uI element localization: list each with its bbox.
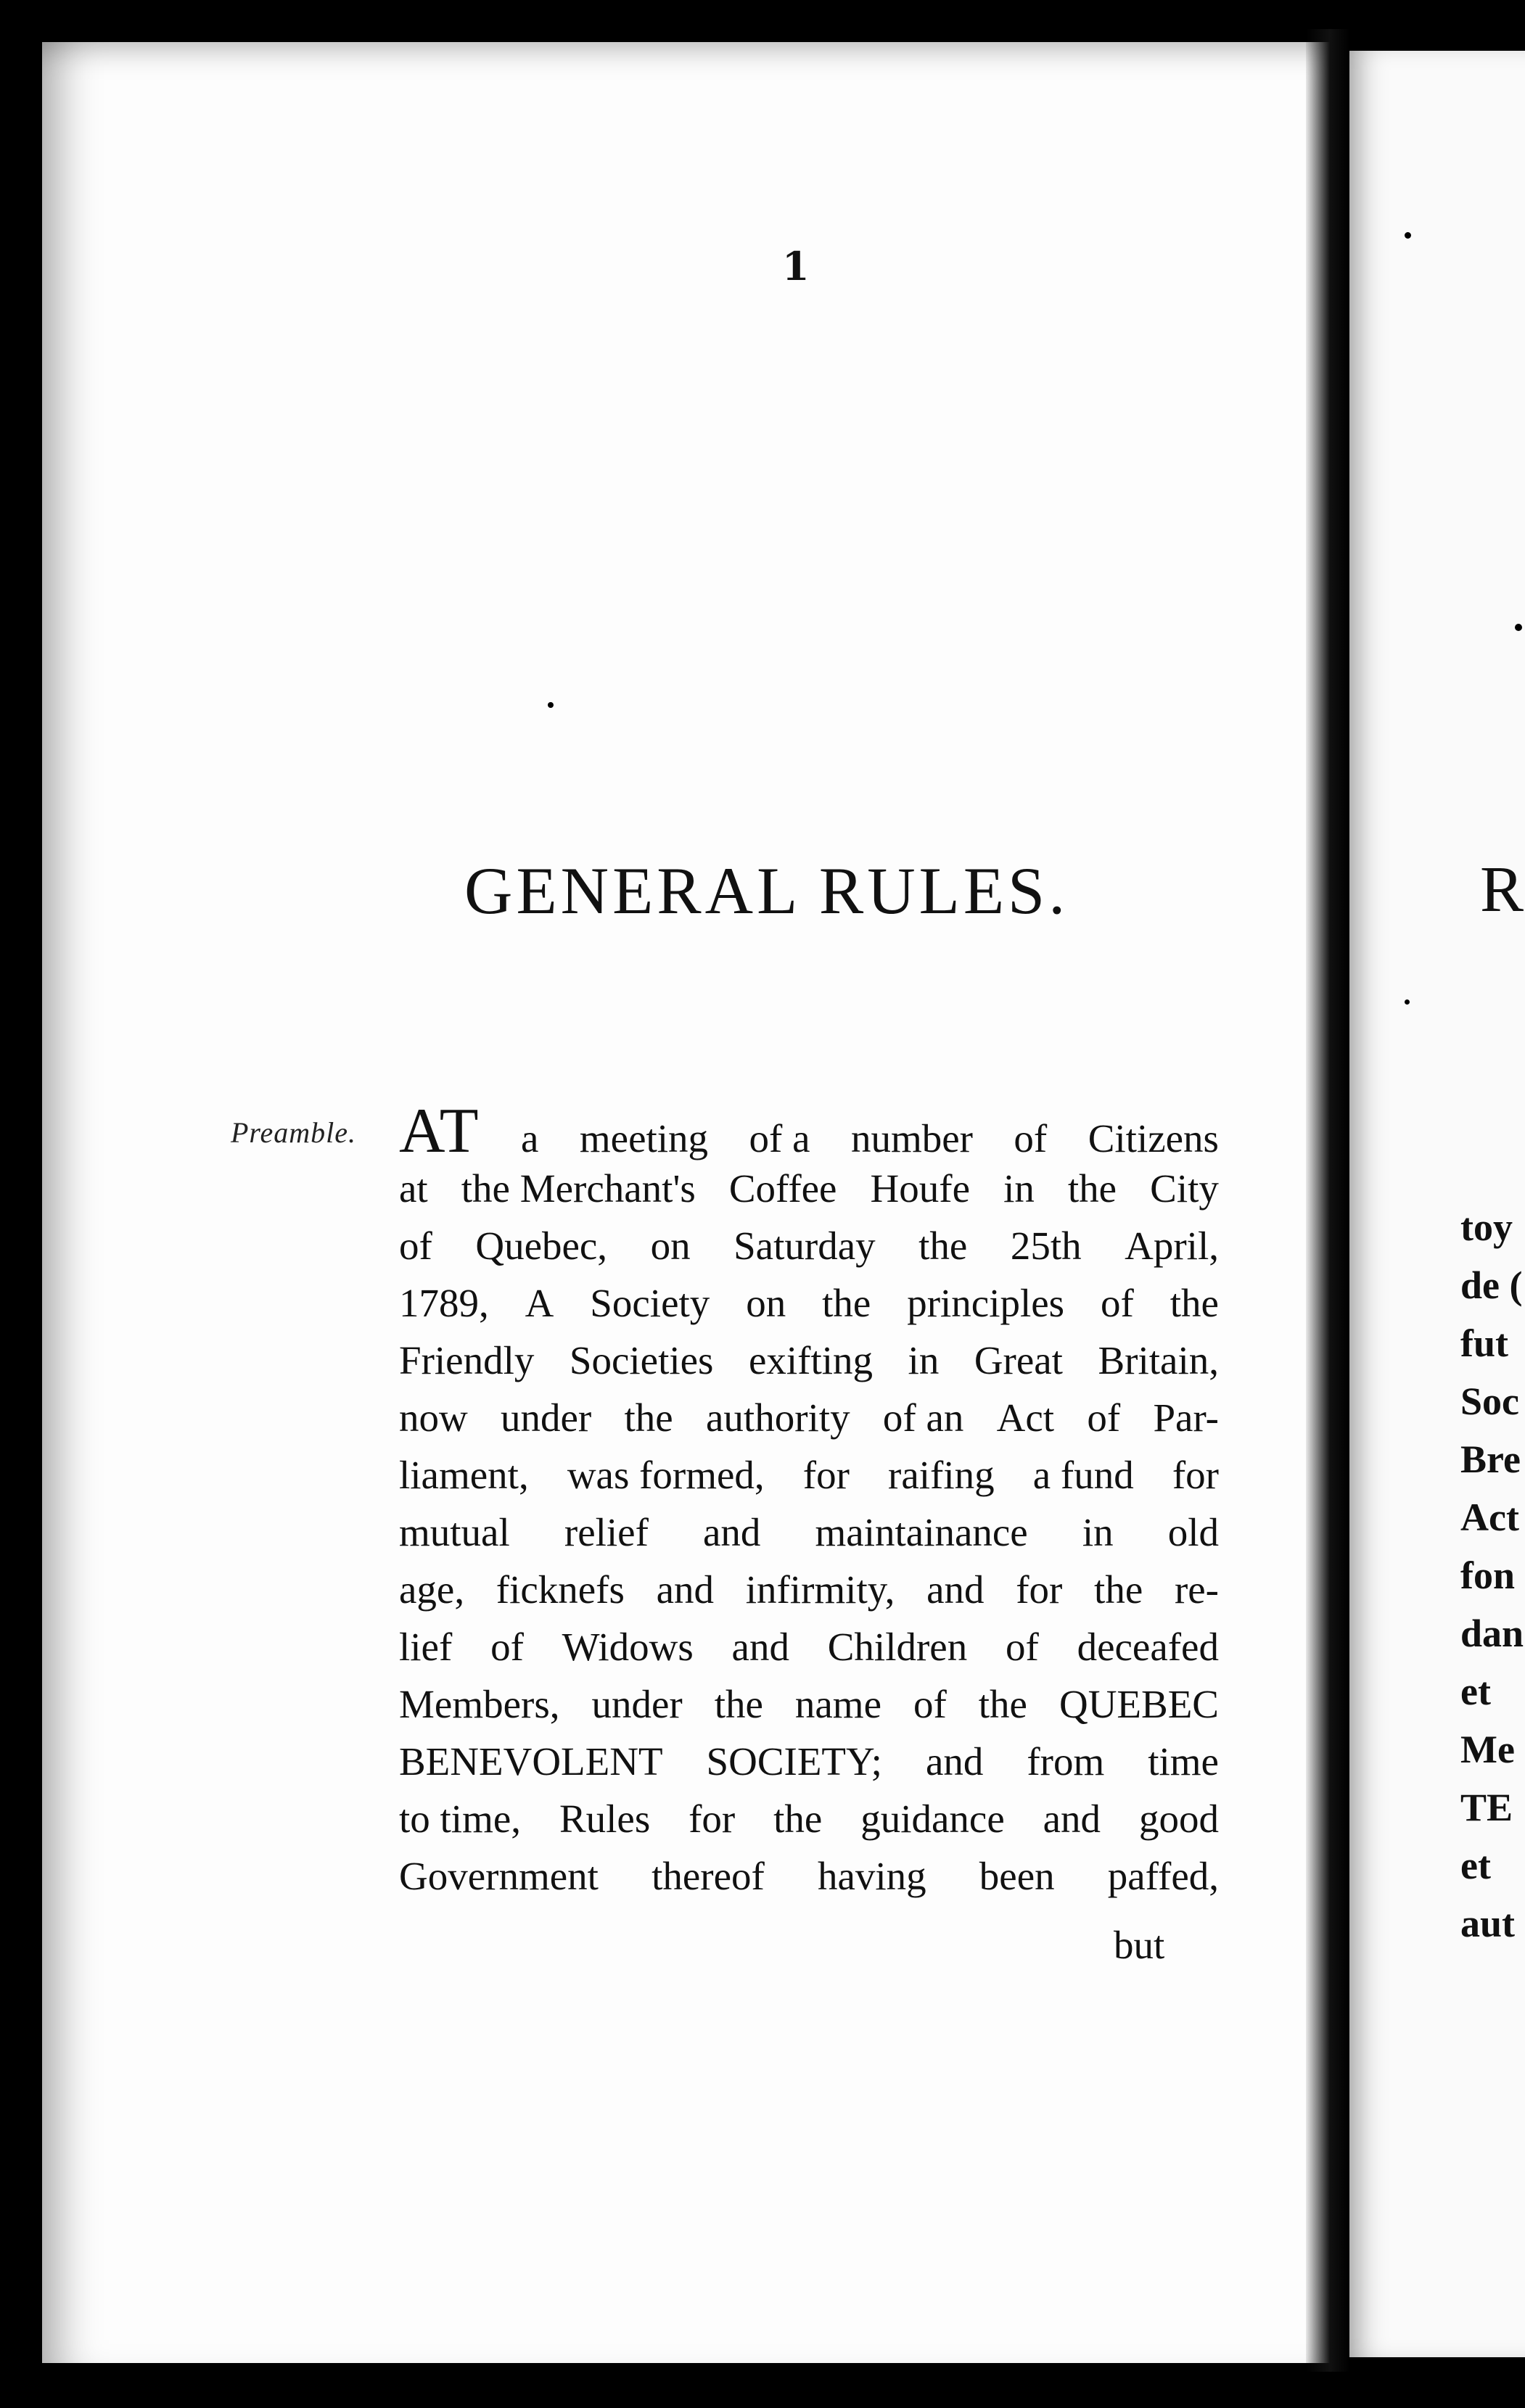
- word: QUEBEC: [1059, 1682, 1219, 1726]
- right-page: [1349, 51, 1525, 2357]
- word: infirmity,: [745, 1567, 895, 1612]
- word: from: [1027, 1739, 1105, 1784]
- word: Quebec,: [475, 1224, 608, 1268]
- scan-speck: [1515, 624, 1522, 631]
- word: Children: [827, 1625, 968, 1669]
- word: the: [822, 1281, 871, 1325]
- scan-speck: [548, 702, 554, 708]
- word: been: [979, 1854, 1055, 1898]
- text-line: [399, 1790, 1219, 1847]
- page-title: GENERAL RULES.: [464, 854, 1069, 928]
- text-line: [399, 1618, 1219, 1675]
- text-line: [399, 1504, 1219, 1561]
- right-page-line-fragment: et: [1460, 1844, 1491, 1887]
- word: a fund: [1032, 1453, 1134, 1497]
- word: good: [1138, 1797, 1219, 1841]
- word: and: [656, 1567, 715, 1612]
- right-page-line-fragment: Bre: [1460, 1438, 1521, 1481]
- word: old: [1167, 1510, 1219, 1554]
- word: and: [731, 1625, 789, 1669]
- right-page-line-fragment: Me: [1460, 1728, 1515, 1771]
- word: in: [1082, 1510, 1114, 1554]
- word: the: [624, 1395, 673, 1440]
- right-page-line-fragment: TE: [1460, 1786, 1513, 1829]
- text-line: [399, 1217, 1219, 1274]
- word: Members,: [399, 1682, 560, 1726]
- word: and: [925, 1739, 984, 1784]
- word: the: [1170, 1281, 1219, 1325]
- right-page-line-fragment: aut: [1460, 1902, 1516, 1945]
- text-line: [399, 1675, 1219, 1733]
- word: Widows: [562, 1625, 694, 1669]
- word: the Merchant's: [461, 1166, 696, 1211]
- word: of a: [749, 1116, 810, 1160]
- word: and: [1043, 1797, 1101, 1841]
- word: the: [1094, 1567, 1143, 1612]
- word: of: [1087, 1395, 1121, 1440]
- word: time: [1148, 1739, 1219, 1784]
- text-line: [399, 1160, 1219, 1217]
- word: relief: [564, 1510, 649, 1554]
- text-line: [399, 1389, 1219, 1446]
- preamble-paragraph: [399, 1096, 1219, 1905]
- word: age,: [399, 1567, 465, 1612]
- word: for: [1172, 1453, 1219, 1497]
- word: of: [1101, 1281, 1134, 1325]
- word: guidance: [860, 1797, 1005, 1841]
- word: on: [650, 1224, 691, 1268]
- word: of: [913, 1682, 947, 1726]
- word: Government: [399, 1854, 599, 1898]
- word: under: [591, 1682, 683, 1726]
- word: Rules: [559, 1797, 651, 1841]
- word: the: [773, 1797, 823, 1841]
- right-page-line-fragments: [1460, 1198, 1524, 1953]
- word: at: [399, 1166, 428, 1211]
- word: Societies: [569, 1338, 714, 1382]
- word: of: [1005, 1625, 1039, 1669]
- word: raifing: [888, 1453, 995, 1497]
- text-line: [399, 1274, 1219, 1332]
- word: of an: [882, 1395, 964, 1440]
- word: Citizens: [1088, 1116, 1219, 1160]
- word: re-: [1174, 1567, 1219, 1612]
- book-gutter: [1306, 29, 1349, 2372]
- word: number: [850, 1116, 973, 1160]
- word: name: [794, 1682, 881, 1726]
- text-line: [399, 1332, 1219, 1389]
- word: mutual: [399, 1510, 510, 1554]
- word: the: [1067, 1166, 1117, 1211]
- word: and: [703, 1510, 761, 1554]
- text-line: [399, 1446, 1219, 1504]
- catchword: but: [1114, 1923, 1165, 1967]
- word: Friendly: [399, 1338, 535, 1382]
- word: Coffee: [728, 1166, 837, 1211]
- right-page-line-fragment: fut: [1460, 1321, 1508, 1365]
- word: BENEVOLENT: [399, 1739, 663, 1784]
- word: authority: [706, 1395, 850, 1440]
- word: thereof: [651, 1854, 765, 1898]
- word: Houfe: [870, 1166, 970, 1211]
- word: April,: [1125, 1224, 1219, 1268]
- word: for: [802, 1453, 850, 1497]
- scan-speck: [6, 707, 15, 717]
- word: of: [1014, 1116, 1048, 1160]
- word: of: [399, 1224, 432, 1268]
- word: under: [501, 1395, 592, 1440]
- word: the: [714, 1682, 763, 1726]
- word: exifting: [748, 1338, 874, 1382]
- word: 25th: [1010, 1224, 1082, 1268]
- word: having: [817, 1854, 926, 1898]
- right-page-line-fragment: fon: [1460, 1554, 1516, 1597]
- word: for: [688, 1797, 736, 1841]
- right-page-line-fragment: de (: [1460, 1263, 1523, 1307]
- scan-speck: [1405, 232, 1411, 239]
- word: maintainance: [815, 1510, 1028, 1554]
- word: Saturday: [733, 1224, 876, 1268]
- word: paffed,: [1107, 1854, 1219, 1898]
- text-line: [399, 1561, 1219, 1618]
- word: for: [1016, 1567, 1063, 1612]
- word: deceafed: [1077, 1625, 1219, 1669]
- word: the: [918, 1224, 968, 1268]
- word: City: [1150, 1166, 1219, 1211]
- word: A: [525, 1281, 554, 1325]
- text-line: [399, 1847, 1219, 1905]
- right-page-line-fragment: dan: [1460, 1612, 1524, 1655]
- word: Britain,: [1098, 1338, 1219, 1382]
- word: the: [978, 1682, 1027, 1726]
- word: 1789,: [399, 1281, 489, 1325]
- word: to time,: [399, 1797, 522, 1841]
- right-page-line-fragment: toy: [1460, 1205, 1513, 1249]
- word: ficknefs: [496, 1567, 625, 1612]
- word: AT: [399, 1096, 480, 1166]
- word: was formed,: [567, 1453, 765, 1497]
- page-number: 1: [782, 243, 810, 289]
- word: SOCIETY;: [706, 1739, 882, 1784]
- right-page-line-fragment: Act: [1460, 1496, 1519, 1539]
- word: Society: [590, 1281, 710, 1325]
- word: liament,: [399, 1453, 529, 1497]
- scan-speck: [1405, 999, 1410, 1005]
- right-page-title-fragment: R: [1480, 854, 1524, 925]
- word: in: [1003, 1166, 1035, 1211]
- word: lief: [399, 1625, 453, 1669]
- word: meeting: [579, 1116, 709, 1160]
- word: on: [746, 1281, 786, 1325]
- word: of: [490, 1625, 524, 1669]
- right-page-line-fragment: et: [1460, 1670, 1491, 1713]
- word: now: [399, 1395, 468, 1440]
- right-page-line-fragment: Soc: [1460, 1380, 1519, 1423]
- word: principles: [907, 1281, 1065, 1325]
- word: and: [926, 1567, 985, 1612]
- margin-note-preamble: Preamble.: [231, 1116, 357, 1149]
- word: Great: [974, 1338, 1063, 1382]
- word: a: [521, 1116, 539, 1160]
- word: in: [908, 1338, 940, 1382]
- word: Par-: [1153, 1395, 1219, 1440]
- text-line: [399, 1733, 1219, 1790]
- text-line: [399, 1096, 1219, 1166]
- word: Act: [996, 1395, 1055, 1440]
